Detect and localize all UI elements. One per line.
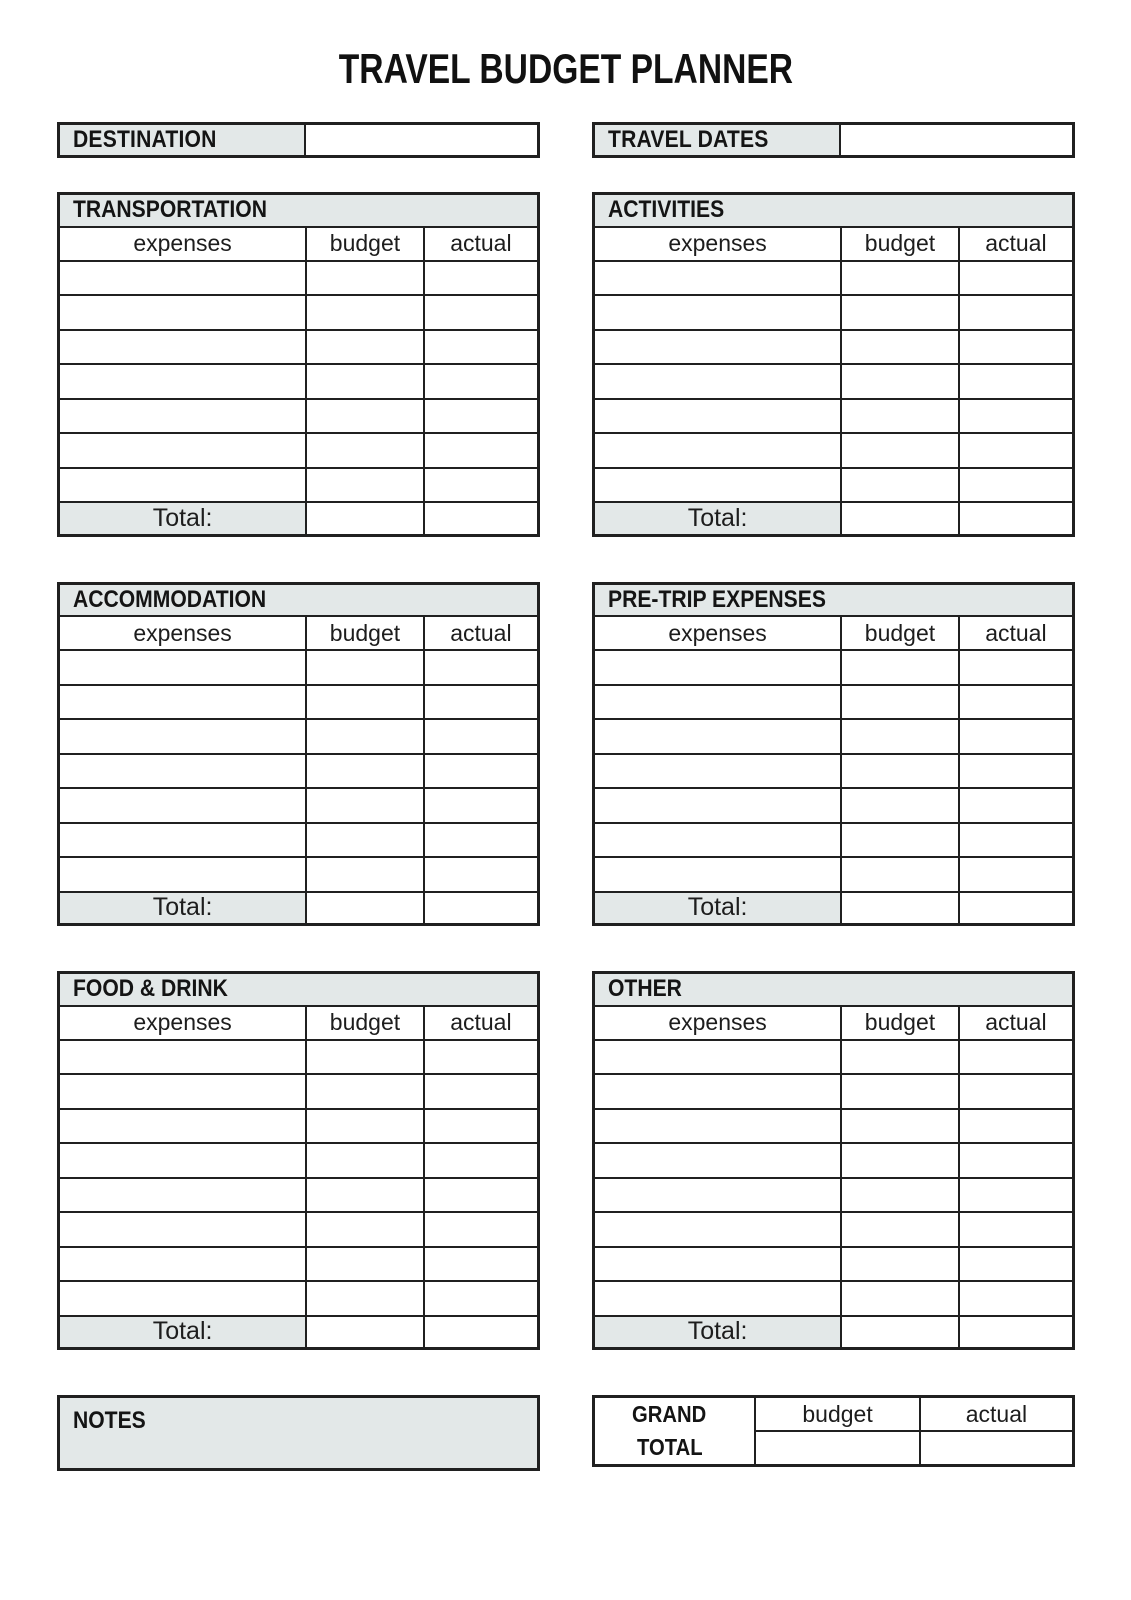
column-header-row: [59, 1006, 539, 1040]
budget-cell[interactable]: [841, 1281, 959, 1316]
right-column: [592, 122, 1075, 1471]
table-row: [59, 1247, 539, 1282]
budget-cell[interactable]: [841, 1109, 959, 1144]
total-budget-cell[interactable]: [306, 1316, 424, 1349]
actual-cell[interactable]: [424, 364, 539, 399]
total-budget-cell[interactable]: [306, 892, 424, 925]
actual-cell[interactable]: [959, 754, 1074, 789]
column-header-budget: budget: [306, 616, 424, 650]
expense-cell[interactable]: [594, 1040, 842, 1075]
budget-cell[interactable]: [306, 1212, 424, 1247]
column-header-actual: actual: [424, 227, 539, 261]
destination-value-cell[interactable]: [306, 125, 537, 155]
pre-trip-expenses-table: [592, 582, 1075, 927]
column-header-expenses: expenses: [594, 227, 842, 261]
activities-table: [592, 192, 1075, 537]
table-row: [59, 1281, 539, 1316]
table-row: [594, 685, 1074, 720]
budget-cell[interactable]: [841, 719, 959, 754]
section-title-other: OTHER: [594, 973, 1074, 1006]
table-row: [594, 330, 1074, 365]
budget-cell[interactable]: [306, 650, 424, 685]
actual-cell[interactable]: [424, 754, 539, 789]
column-header-budget: budget: [306, 227, 424, 261]
expense-cell[interactable]: [594, 364, 842, 399]
table-row: [594, 1040, 1074, 1075]
travel-dates-field: [592, 122, 1075, 158]
actual-cell[interactable]: [959, 1212, 1074, 1247]
expense-cell[interactable]: [594, 399, 842, 434]
actual-cell[interactable]: [424, 399, 539, 434]
expense-cell[interactable]: [594, 823, 842, 858]
actual-cell[interactable]: [959, 261, 1074, 296]
left-column: [57, 122, 540, 1471]
table-row: [594, 364, 1074, 399]
actual-cell[interactable]: [959, 719, 1074, 754]
table-row: [594, 1109, 1074, 1144]
actual-cell[interactable]: [424, 719, 539, 754]
actual-cell[interactable]: [959, 468, 1074, 503]
actual-cell[interactable]: [424, 261, 539, 296]
column-header-actual: actual: [959, 1006, 1074, 1040]
actual-cell[interactable]: [959, 364, 1074, 399]
expense-cell[interactable]: [59, 433, 307, 468]
actual-cell[interactable]: [959, 1247, 1074, 1282]
actual-cell[interactable]: [424, 1074, 539, 1109]
table-row: [594, 433, 1074, 468]
actual-cell[interactable]: [424, 1247, 539, 1282]
actual-cell[interactable]: [424, 685, 539, 720]
column-header-expenses: expenses: [594, 616, 842, 650]
table-row: [594, 1212, 1074, 1247]
actual-cell[interactable]: [424, 330, 539, 365]
expense-cell[interactable]: [59, 754, 307, 789]
food-drink-table: [57, 971, 540, 1350]
page-title: TRAVEL BUDGET PLANNER: [338, 45, 793, 92]
table-row: [59, 295, 539, 330]
budget-cell[interactable]: [306, 1074, 424, 1109]
actual-cell[interactable]: [959, 1040, 1074, 1075]
budget-cell[interactable]: [841, 823, 959, 858]
column-header-row: [594, 616, 1074, 650]
budget-cell[interactable]: [841, 685, 959, 720]
total-row: [594, 502, 1074, 535]
section-title-food-drink: FOOD & DRINK: [59, 973, 539, 1006]
total-label: Total:: [594, 1316, 842, 1349]
column-header-budget: budget: [841, 616, 959, 650]
notes-area[interactable]: [57, 1395, 540, 1471]
table-row: [59, 468, 539, 503]
expense-cell[interactable]: [59, 685, 307, 720]
expense-cell[interactable]: [594, 857, 842, 892]
actual-cell[interactable]: [959, 330, 1074, 365]
table-row: [594, 719, 1074, 754]
budget-cell[interactable]: [306, 754, 424, 789]
budget-cell[interactable]: [841, 650, 959, 685]
expense-cell[interactable]: [59, 788, 307, 823]
actual-cell[interactable]: [424, 1109, 539, 1144]
actual-cell[interactable]: [959, 1109, 1074, 1144]
expense-cell[interactable]: [59, 1143, 307, 1178]
actual-cell[interactable]: [424, 295, 539, 330]
budget-cell[interactable]: [306, 1109, 424, 1144]
column-header-actual: actual: [424, 616, 539, 650]
expense-cell[interactable]: [594, 261, 842, 296]
budget-cell[interactable]: [841, 468, 959, 503]
total-actual-cell[interactable]: [959, 1316, 1074, 1349]
table-row: [594, 1074, 1074, 1109]
total-budget-cell[interactable]: [306, 502, 424, 535]
total-row: [594, 892, 1074, 925]
expense-cell[interactable]: [59, 1178, 307, 1213]
expense-cell[interactable]: [59, 295, 307, 330]
table-row: [594, 468, 1074, 503]
budget-cell[interactable]: [306, 364, 424, 399]
budget-cell[interactable]: [841, 788, 959, 823]
grand-total-budget-value[interactable]: [755, 1431, 920, 1466]
column-header-budget: budget: [841, 227, 959, 261]
table-row: [59, 261, 539, 296]
budget-cell[interactable]: [841, 295, 959, 330]
table-row: [594, 1281, 1074, 1316]
budget-cell[interactable]: [841, 1074, 959, 1109]
expense-cell[interactable]: [594, 1074, 842, 1109]
section-title-activities: ACTIVITIES: [594, 194, 1074, 227]
total-label: Total:: [59, 1316, 307, 1349]
total-actual-cell[interactable]: [959, 892, 1074, 925]
budget-cell[interactable]: [306, 857, 424, 892]
budget-cell[interactable]: [306, 433, 424, 468]
actual-cell[interactable]: [424, 823, 539, 858]
table-row: [59, 857, 539, 892]
total-row: [594, 1316, 1074, 1349]
grand-total-budget-header: budget: [755, 1397, 920, 1432]
expense-cell[interactable]: [59, 330, 307, 365]
budget-cell[interactable]: [306, 1040, 424, 1075]
grand-total-table: [592, 1395, 1075, 1467]
table-row: [594, 754, 1074, 789]
budget-cell[interactable]: [306, 1178, 424, 1213]
table-row: [59, 788, 539, 823]
actual-cell[interactable]: [424, 788, 539, 823]
actual-cell[interactable]: [424, 1178, 539, 1213]
budget-cell[interactable]: [841, 399, 959, 434]
actual-cell[interactable]: [959, 788, 1074, 823]
expense-cell[interactable]: [594, 1247, 842, 1282]
actual-cell[interactable]: [959, 1143, 1074, 1178]
budget-cell[interactable]: [306, 1247, 424, 1282]
budget-cell[interactable]: [841, 1247, 959, 1282]
actual-cell[interactable]: [959, 823, 1074, 858]
budget-cell[interactable]: [841, 330, 959, 365]
budget-cell[interactable]: [841, 433, 959, 468]
total-actual-cell[interactable]: [424, 892, 539, 925]
actual-cell[interactable]: [959, 1074, 1074, 1109]
budget-cell[interactable]: [306, 295, 424, 330]
content-columns: [57, 122, 1075, 1471]
table-row: [59, 719, 539, 754]
budget-cell[interactable]: [306, 399, 424, 434]
transportation-table: [57, 192, 540, 537]
actual-cell[interactable]: [959, 685, 1074, 720]
expense-cell[interactable]: [59, 1040, 307, 1075]
budget-cell[interactable]: [306, 1143, 424, 1178]
actual-cell[interactable]: [959, 433, 1074, 468]
expense-cell[interactable]: [594, 1143, 842, 1178]
grand-total-actual-value[interactable]: [920, 1431, 1074, 1466]
column-header-row: [59, 616, 539, 650]
expense-cell[interactable]: [594, 330, 842, 365]
budget-cell[interactable]: [841, 857, 959, 892]
table-row: [594, 823, 1074, 858]
table-row: [594, 261, 1074, 296]
budget-cell[interactable]: [306, 685, 424, 720]
total-budget-cell[interactable]: [841, 1316, 959, 1349]
budget-cell[interactable]: [841, 1212, 959, 1247]
expense-cell[interactable]: [59, 1212, 307, 1247]
expense-cell[interactable]: [594, 719, 842, 754]
expense-cell[interactable]: [594, 433, 842, 468]
column-header-actual: actual: [959, 616, 1074, 650]
expense-cell[interactable]: [59, 823, 307, 858]
budget-cell[interactable]: [306, 330, 424, 365]
total-budget-cell[interactable]: [841, 892, 959, 925]
table-row: [594, 1143, 1074, 1178]
total-label: Total:: [594, 502, 842, 535]
budget-cell[interactable]: [841, 364, 959, 399]
actual-cell[interactable]: [959, 1178, 1074, 1213]
table-row: [594, 399, 1074, 434]
actual-cell[interactable]: [424, 1212, 539, 1247]
total-label: Total:: [59, 892, 307, 925]
expense-cell[interactable]: [59, 650, 307, 685]
actual-cell[interactable]: [959, 650, 1074, 685]
table-row: [594, 788, 1074, 823]
expense-cell[interactable]: [59, 261, 307, 296]
actual-cell[interactable]: [959, 295, 1074, 330]
actual-cell[interactable]: [424, 433, 539, 468]
total-label: Total:: [594, 892, 842, 925]
table-row: [59, 650, 539, 685]
budget-cell[interactable]: [841, 1143, 959, 1178]
actual-cell[interactable]: [424, 650, 539, 685]
grand-total-label: GRAND TOTAL: [594, 1397, 756, 1466]
column-header-budget: budget: [306, 1006, 424, 1040]
expense-cell[interactable]: [594, 650, 842, 685]
expense-cell[interactable]: [594, 754, 842, 789]
travel-dates-label: TRAVEL DATES: [595, 125, 841, 155]
notes-label: NOTES: [73, 1407, 146, 1434]
expense-cell[interactable]: [59, 1281, 307, 1316]
budget-cell[interactable]: [306, 823, 424, 858]
budget-cell[interactable]: [306, 719, 424, 754]
actual-cell[interactable]: [424, 1143, 539, 1178]
actual-cell[interactable]: [959, 399, 1074, 434]
actual-cell[interactable]: [959, 857, 1074, 892]
expense-cell[interactable]: [59, 719, 307, 754]
column-header-actual: actual: [959, 227, 1074, 261]
expense-cell[interactable]: [59, 857, 307, 892]
grand-total-actual-header: actual: [920, 1397, 1074, 1432]
total-row: [59, 1316, 539, 1349]
accommodation-table: [57, 582, 540, 927]
table-row: [59, 330, 539, 365]
actual-cell[interactable]: [959, 1281, 1074, 1316]
column-header-row: [594, 1006, 1074, 1040]
table-row: [594, 295, 1074, 330]
table-row: [594, 857, 1074, 892]
expense-cell[interactable]: [59, 1109, 307, 1144]
expense-cell[interactable]: [59, 1247, 307, 1282]
table-row: [59, 823, 539, 858]
destination-label: DESTINATION: [60, 125, 306, 155]
column-header-expenses: expenses: [59, 616, 307, 650]
actual-cell[interactable]: [424, 468, 539, 503]
destination-field: [57, 122, 540, 158]
column-header-budget: budget: [841, 1006, 959, 1040]
expense-cell[interactable]: [59, 364, 307, 399]
expense-cell[interactable]: [59, 399, 307, 434]
column-header-expenses: expenses: [594, 1006, 842, 1040]
expense-cell[interactable]: [594, 468, 842, 503]
expense-cell[interactable]: [594, 1109, 842, 1144]
table-row: [59, 433, 539, 468]
table-row: [59, 1040, 539, 1075]
total-label: Total:: [59, 502, 307, 535]
budget-cell[interactable]: [841, 1178, 959, 1213]
travel-dates-value-cell[interactable]: [841, 125, 1072, 155]
section-title-pre-trip: PRE-TRIP EXPENSES: [594, 583, 1074, 616]
total-actual-cell[interactable]: [959, 502, 1074, 535]
column-header-actual: actual: [424, 1006, 539, 1040]
table-row: [59, 1074, 539, 1109]
table-row: [59, 1212, 539, 1247]
table-row: [59, 399, 539, 434]
expense-cell[interactable]: [59, 1074, 307, 1109]
total-actual-cell[interactable]: [424, 502, 539, 535]
actual-cell[interactable]: [424, 857, 539, 892]
section-title-accommodation: ACCOMMODATION: [59, 583, 539, 616]
expense-cell[interactable]: [594, 1212, 842, 1247]
table-row: [59, 1109, 539, 1144]
expense-cell[interactable]: [594, 1178, 842, 1213]
column-header-expenses: expenses: [59, 227, 307, 261]
column-header-row: [594, 227, 1074, 261]
table-row: [59, 685, 539, 720]
table-row: [594, 1178, 1074, 1213]
table-row: [59, 1143, 539, 1178]
section-title-transportation: TRANSPORTATION: [59, 194, 539, 227]
column-header-row: [59, 227, 539, 261]
budget-cell[interactable]: [841, 754, 959, 789]
total-budget-cell[interactable]: [841, 502, 959, 535]
budget-cell[interactable]: [306, 468, 424, 503]
total-row: [59, 892, 539, 925]
table-row: [59, 754, 539, 789]
table-row: [594, 650, 1074, 685]
budget-cell[interactable]: [841, 1040, 959, 1075]
expense-cell[interactable]: [594, 295, 842, 330]
actual-cell[interactable]: [424, 1040, 539, 1075]
total-actual-cell[interactable]: [424, 1316, 539, 1349]
expense-cell[interactable]: [59, 468, 307, 503]
actual-cell[interactable]: [424, 1281, 539, 1316]
budget-cell[interactable]: [306, 1281, 424, 1316]
total-row: [59, 502, 539, 535]
table-row: [59, 364, 539, 399]
other-table: [592, 971, 1075, 1350]
expense-cell[interactable]: [594, 685, 842, 720]
expense-cell[interactable]: [594, 788, 842, 823]
budget-cell[interactable]: [306, 788, 424, 823]
table-row: [59, 1178, 539, 1213]
column-header-expenses: expenses: [59, 1006, 307, 1040]
expense-cell[interactable]: [594, 1281, 842, 1316]
table-row: [594, 1247, 1074, 1282]
budget-cell[interactable]: [841, 261, 959, 296]
budget-cell[interactable]: [306, 261, 424, 296]
